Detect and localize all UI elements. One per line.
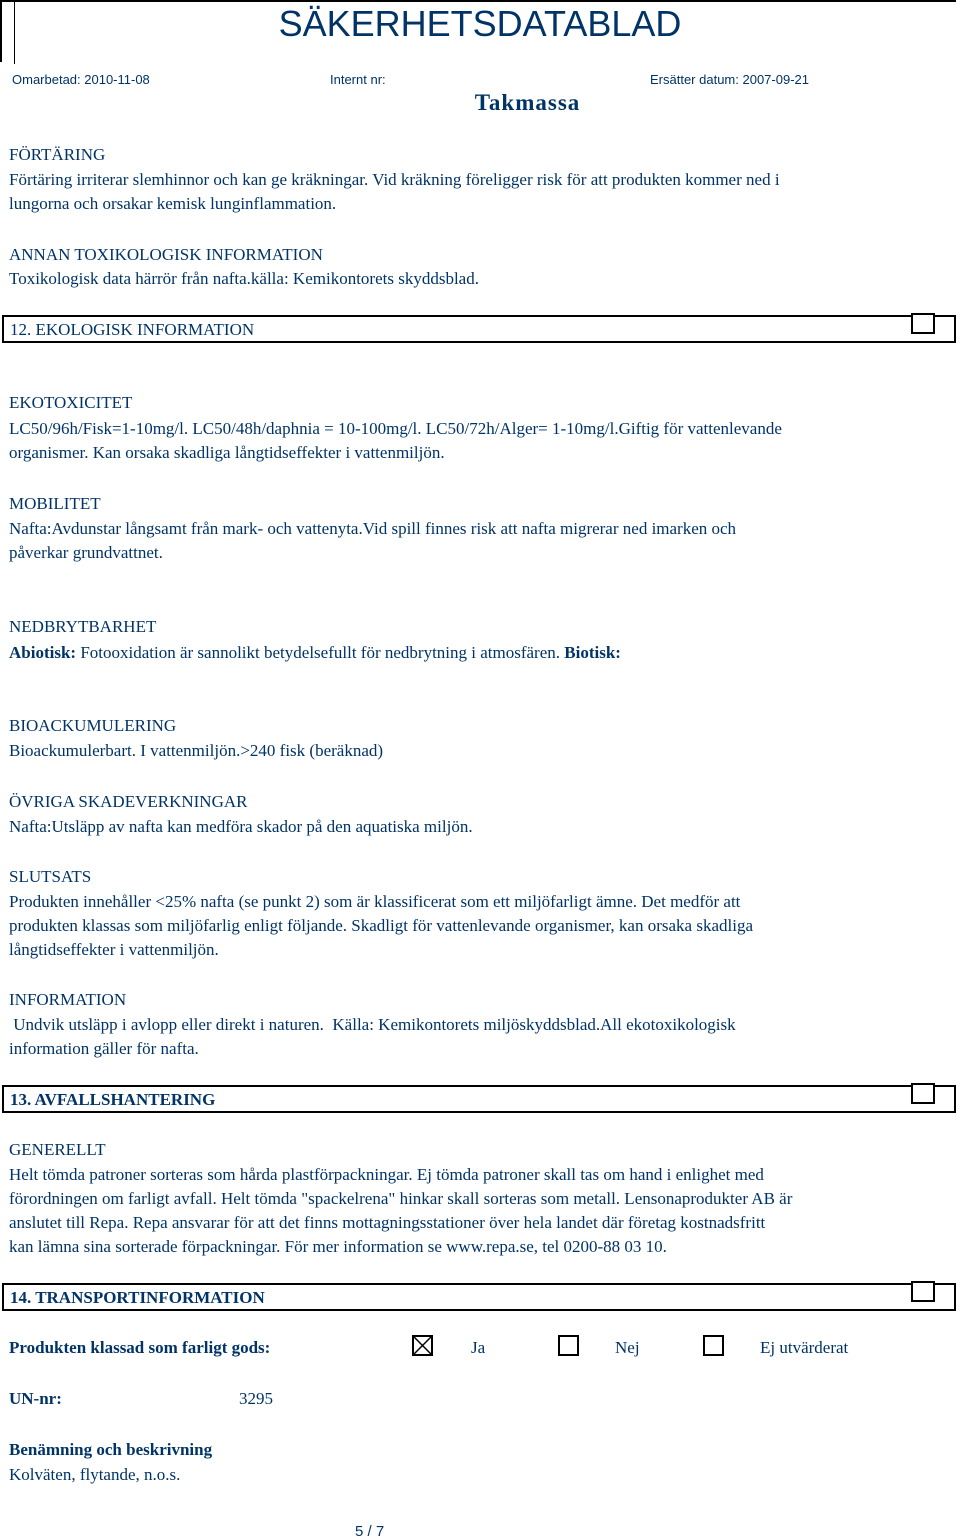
section-13-header [2,1085,956,1113]
section-12-label: 12. EKOLOGISK INFORMATION [10,320,255,339]
section-12-header [2,315,956,343]
un-number-value: 3295 [239,1389,273,1408]
check-cross-icon [414,1337,431,1354]
dangerous-goods-label: Produkten klassad som farligt gods: [9,1338,271,1357]
name-description-value: Kolväten, flytande, n.o.s. [9,1465,181,1484]
biotic-label: Biotisk: [564,643,621,662]
ingestion-text-2: lungorna och orsakar kemisk lunginflammation. [9,194,337,213]
mobility-text-1: Nafta:Avdunstar långsamt från mark- och vattenyta.Vid spill finnes risk att nafta migrerar ned imarken och [9,519,737,538]
revised-date: Omarbetad: 2010-11-08 [12,72,150,87]
option-unassessed-label: Ej utvärderat [760,1338,849,1357]
un-number-label: UN-nr: [9,1389,62,1408]
general-text-1: Helt tömda patroner sorteras som hårda plastförpackningar. Ej tömda patroner skall tas om hand i enlighet med [9,1165,764,1184]
abiotic-label: Abiotisk: [9,643,77,662]
section-14-header [2,1283,956,1311]
conclusion-heading: SLUTSATS [9,867,92,886]
section-13-label: 13. AVFALLSHANTERING [10,1090,216,1109]
ecotox-text-2: organismer. Kan orsaka skadliga långtidseffekter i vattenmiljön. [9,443,445,462]
bioaccumulation-heading: BIOACKUMULERING [9,716,177,735]
ingestion-text-1: Förtäring irriterar slemhinnor och kan ge kräkningar. Vid kräkning föreligger risk för att produkten kommer ned i [9,170,780,189]
option-yes-label: Ja [471,1338,486,1357]
section-13-box [911,1083,935,1104]
section-14-label: 14. TRANSPORTINFORMATION [10,1288,265,1307]
other-tox-heading: ANNAN TOXIKOLOGISK INFORMATION [9,245,323,264]
conclusion-text-1: Produkten innehåller <25% nafta (se punkt 2) som är klassificerat som ett miljöfarligt ämne. Det medför att [9,892,741,911]
information-text-1: Undvik utsläpp i avlopp eller direkt i naturen. Källa: Kemikontorets miljöskyddsblad.All ekotoxikologisk [9,1015,736,1034]
internal-number: Internt nr: [330,72,386,87]
document-title: SÄKERHETSDATABLAD [278,3,682,44]
information-heading: INFORMATION [9,990,127,1009]
other-effects-heading: ÖVRIGA SKADEVERKNINGAR [9,792,248,811]
degradability-text [9,643,621,663]
checkbox-no[interactable] [558,1335,579,1356]
abiotic-text: Fotooxidation är sannolikt betydelsefullt för nedbrytning i atmosfären. [76,643,565,662]
general-text-2: förordningen om farligt avfall. Helt tömda "spackelrena" hinkar skall sorteras som metall. Lensonaprodukter AB är [9,1189,793,1208]
other-tox-text: Toxikologisk data härrör från nafta.källa: Kemikontorets skyddsblad. [9,269,479,288]
mobility-heading: MOBILITET [9,494,101,513]
ecotox-heading: EKOTOXICITET [9,393,133,412]
information-text-2: information gäller för nafta. [9,1039,199,1058]
conclusion-text-2: produkten klassas som miljöfarlig enligt följande. Skadligt för vattenlevande organismer, kan orsaka skadliga [9,916,753,935]
mobility-text-2: påverkar grundvattnet. [9,543,163,562]
general-text-4: kan lämna sina sorterade förpackningar. För mer information se www.repa.se, tel 0200-88 03 10. [9,1237,667,1256]
name-description-heading: Benämning och beskrivning [9,1440,213,1459]
product-name: Takmassa [474,90,581,115]
other-effects-text: Nafta:Utsläpp av nafta kan medföra skador på den aquatiska miljön. [9,817,473,836]
ingestion-heading: FÖRTÄRING [9,145,106,164]
general-heading: GENERELLT [9,1140,106,1159]
section-12-box [911,313,935,334]
section-14-box [911,1281,935,1302]
ecotox-text-1: LC50/96h/Fisk=1-10mg/l. LC50/48h/daphnia = 10-100mg/l. LC50/72h/Alger= 1-10mg/l.Giftig för vattenlevande [9,419,782,438]
bioaccumulation-text: Bioackumulerbart. I vattenmiljön.>240 fisk (beräknad) [9,741,384,760]
general-text-3: anslutet till Repa. Repa ansvarar för att det finns mottagningsstationer över hela landet där företag kostnadsfritt [9,1213,766,1232]
degradability-heading: NEDBRYTBARHET [9,617,157,636]
checkbox-unassessed[interactable] [703,1335,724,1356]
page-number: 5 / 7 [355,1523,385,1540]
option-no-label: Nej [615,1338,640,1357]
replaces-date: Ersätter datum: 2007-09-21 [650,72,809,87]
checkbox-yes[interactable] [412,1335,433,1356]
conclusion-text-3: långtidseffekter i vattenmiljön. [9,940,219,959]
